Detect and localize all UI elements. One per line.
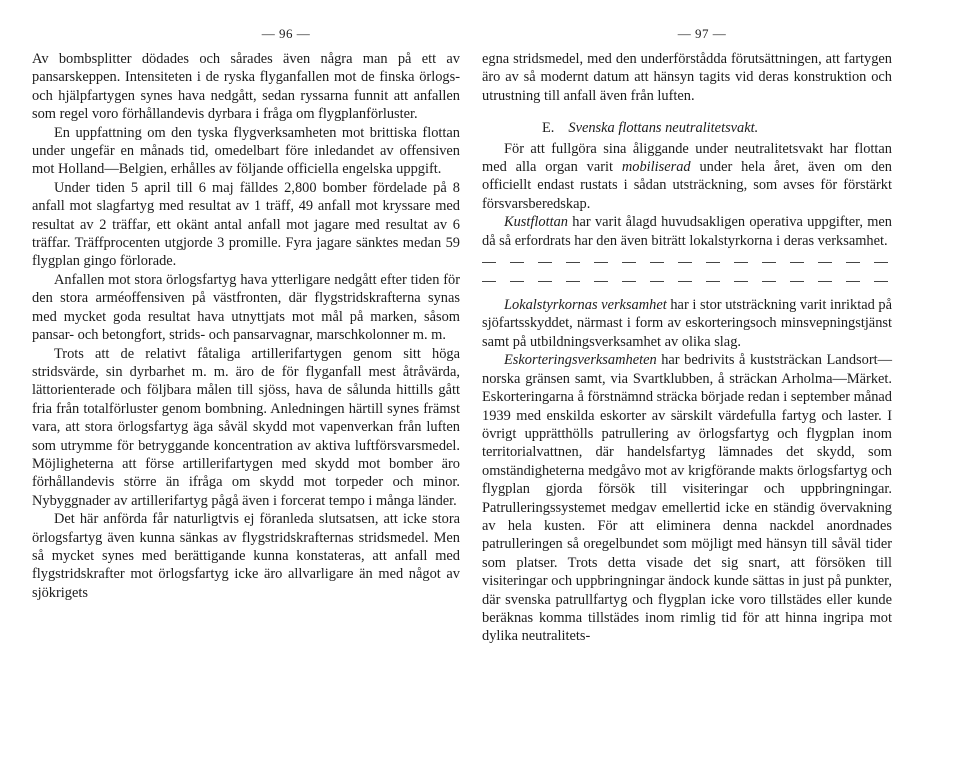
italic-term: Kustflottan	[504, 214, 568, 231]
paragraph: egna stridsmedel, med den underförstådda förutsättningen, att fartygen äro av så modernt datum att hänsyn tagits vid deras konstruktion och utrustning till anfall även från luften.	[482, 51, 892, 104]
text-run: har i stor utsträckning varit inriktad på sjöfartsskyddet, närmast i form av eskorteringsoch minsvepningstjänst samt på utbildningsverksamhet av olika slag.	[482, 297, 893, 350]
right-page	[482, 0, 892, 646]
section-heading	[482, 119, 892, 137]
paragraph	[482, 351, 892, 646]
paragraph	[482, 296, 892, 351]
paragraph: Av bombsplitter dödades och sårades även några man på ett av pansarskeppen. Intensiteten i de ryska flyganfallen mot de finska örlogs- och hjälpfartygen synes hava nedgått, sedan ryssarna funnit att anfallen som regel voro förhållandevis dyrbara i fråga om flygplanförluster.	[32, 51, 460, 123]
dash-divider	[482, 256, 892, 269]
paragraph	[482, 140, 892, 214]
paragraph: En uppfattning om den tyska flygverksamheten mot brittiska flottan under ungefär en månads tid, omedelbart före inledandet av offensiven mot Holland—Belgien, erhålles av följande officiella engelska uppgift.	[32, 124, 460, 178]
paragraph	[482, 213, 892, 250]
paragraph: Anfallen mot stora örlogsfartyg hava ytterligare nedgått efter tiden för den stora arméoffensiven på västfronten, där flygstridskrafterna synas med mycket goda resultat hava utnyttjats mot mål på marken, såsom pansar- och betongfort, strids- och pansarvagnar, marschkolonner m. m.	[32, 271, 460, 344]
text-run: har bedrivits å kuststräckan Landsort—norska gränsen samt, via Svartklubben, å sträckan Arholma—Märket. Eskorteringarna å förstnämnd sträcka började redan i september månad 1939 med enskilda eskorter av särskilt värdefulla fartyg och laster. I övrigt upprätthölls patrullering av örlogsfartyg och flygplan inom territorialvattnen, där handelsfartyg lämnades det skydd, som omständigheterna medgåvo mot av krigförande makts örlogsfartyg och flygplan gjorda försök till visiteringar och uppbringningar. Patrulleringssystemet medgav emellertid icke en ständig övervakning av hela kusten. För att eliminera denna nackdel anordnades patrulleringen så oregelbundet som möjligt med hänsyn till såväl tider som platser. Trots detta visade det sig snart, att försöken till visiteringar och uppbringningar ändock kunde sättas in just på punkter, där svenska patrullfartyg och flygplan icke voro tillstädes eller kunde beräknas komma tillstädes inom rimlig tid för att hinna ingripa mot dylika neutralitets-	[482, 352, 892, 645]
body-text	[32, 50, 460, 602]
italic-term: Lokalstyrkornas verksamhet	[504, 297, 667, 314]
section-number: E.	[542, 120, 555, 137]
paragraph: Under tiden 5 april till 6 maj fälldes 2,800 bomber fördelade på 8 anfall mot slagfartyg med resultat av 1 träff, 49 anfall mot kryssare med resultat av 2 träffar, ett okänt antal anfall mot jagare med resultat av 6 träffar. Träffprocenten utgjorde 3 promille. Fyra jagare sänktes medan 59 flygplan gingo förlorade.	[32, 179, 460, 270]
text-run: har varit ålagd huvudsakligen operativa uppgifter, men då så erfordrats har den även biträtt lokalstyrkorna i deras verksamhet.	[482, 214, 892, 249]
text-run: För att fullgöra sina åliggande under neutralitetsvakt har flottan med alla organ varit	[482, 140, 892, 176]
page-number: — 96 —	[261, 26, 311, 41]
text-run: under hela året, även om den officiellt endast rustats i sådan utsträckning, som avses för förstärkt försvarsberedskap.	[482, 159, 892, 212]
paragraph: Det här anförda får naturligtvis ej föranleda slutsatsen, att icke stora örlogsfartyg även kunna sänkas av flygstridskrafternas stridsmedel. Men så mycket synes med berättigande kunna konstateras, att anfall med flygstridskrafter mot örlogsfartyg icke äro allvarligare än med något av sjökrigets	[32, 511, 460, 601]
italic-term: mobiliserad	[621, 159, 691, 176]
paragraph: Trots att de relativt fåtaliga artillerifartygen genom sitt höga stridsvärde, sin dyrbarhet m. m. äro de för flyganfall mest åtråvärda, lättorienterade och följbara målen till sjöss, hava de sålunda hittills gått fria från totalförluster genom bombning. Anledningen härtill synes främst vara, att stora örlogsfartyg äga såväl skydd mot vapenverkan från luften som utrymme för betryggande koncentration av aktiva luftförsvarsmedel. Möjligheterna att förse artillerifartygen med skydd mot bomber äro förhållandevis större än ifråga om skydd mot torpeder och minor. Nybyggnader av artillerifartyg pågå även i forcerat tempo i många länder.	[32, 345, 460, 509]
dash-divider	[482, 275, 892, 288]
section-title: Svenska flottans neutralitetsvakt.	[568, 120, 759, 137]
body-text	[482, 50, 892, 646]
page-number: — 97 —	[677, 26, 727, 41]
italic-term: Eskorteringsverksamheten	[504, 352, 657, 369]
left-page	[32, 0, 460, 602]
